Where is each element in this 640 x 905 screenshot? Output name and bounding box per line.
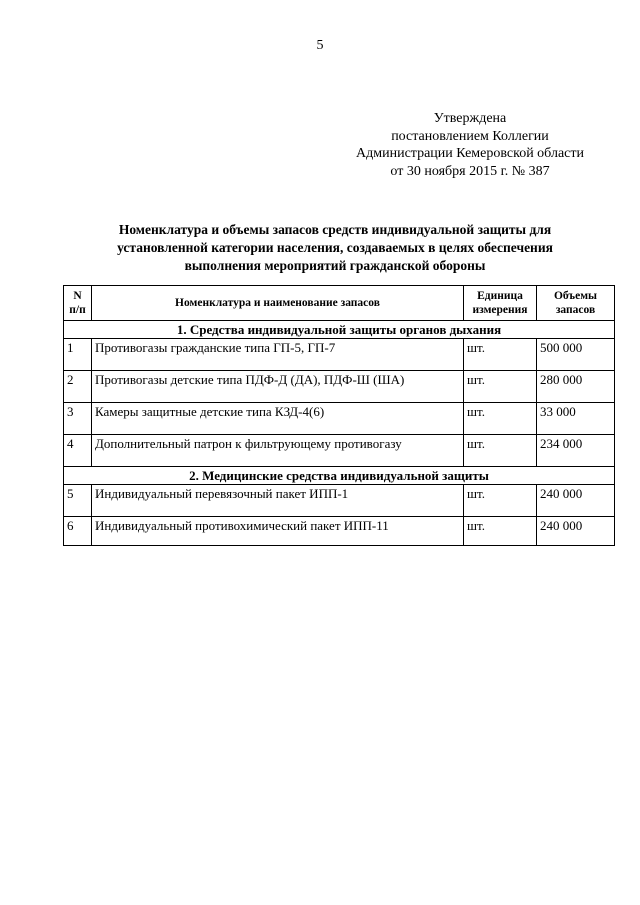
title-line: установленной категории населения, создаваемых в целях обеспечения xyxy=(117,240,553,255)
row-name: Индивидуальный противохимический пакет ИПП-11 xyxy=(95,518,389,533)
row-volume: 234 000 xyxy=(540,436,583,451)
row-volume: 240 000 xyxy=(540,486,583,501)
approval-stamp xyxy=(340,110,600,180)
row-volume: 500 000 xyxy=(540,340,583,355)
row-num: 1 xyxy=(67,340,74,355)
reserves-table xyxy=(63,285,615,546)
section-title: 1. Средства индивидуальной защиты органов дыхания xyxy=(64,321,615,339)
header-volume: Объемы запасов xyxy=(537,286,615,321)
section-title: 2. Медицинские средства индивидуальной защиты xyxy=(64,467,615,485)
table-row xyxy=(64,339,615,371)
section-row xyxy=(64,467,615,485)
table-row xyxy=(64,517,615,546)
table-row xyxy=(64,371,615,403)
table-header-row xyxy=(64,286,615,321)
row-num: 2 xyxy=(67,372,74,387)
row-name: Противогазы гражданские типа ГП-5, ГП-7 xyxy=(95,340,336,355)
page-number: 5 xyxy=(316,38,324,53)
row-unit: шт. xyxy=(467,436,485,451)
row-unit: шт. xyxy=(467,372,485,387)
approval-line: Администрации Кемеровской области xyxy=(356,146,584,161)
row-unit: шт. xyxy=(467,518,485,533)
row-volume: 33 000 xyxy=(540,404,576,419)
section-row xyxy=(64,321,615,339)
title-line: выполнения мероприятий гражданской обороны xyxy=(184,258,486,273)
document-title xyxy=(70,221,600,275)
row-name: Дополнительный патрон к фильтрующему противогазу xyxy=(95,436,402,451)
approval-line: постановлением Коллегии xyxy=(391,128,549,144)
row-name: Индивидуальный перевязочный пакет ИПП-1 xyxy=(95,486,349,501)
row-unit: шт. xyxy=(467,340,485,355)
row-num: 5 xyxy=(67,486,74,501)
row-volume: 280 000 xyxy=(540,372,583,387)
approval-line: от 30 ноября 2015 г. № 387 xyxy=(390,163,550,179)
header-num: N п/п xyxy=(64,286,92,321)
row-num: 6 xyxy=(67,518,74,533)
table-row xyxy=(64,403,615,435)
row-name: Камеры защитные детские типа КЗД-4(6) xyxy=(95,404,325,419)
row-unit: шт. xyxy=(467,486,485,501)
approval-line: Утверждена xyxy=(433,111,507,126)
header-name: Номенклатура и наименование запасов xyxy=(92,286,464,321)
table-row xyxy=(64,485,615,517)
row-num: 3 xyxy=(67,404,74,419)
row-unit: шт. xyxy=(467,404,485,419)
row-name: Противогазы детские типа ПДФ-Д (ДА), ПДФ-Ш (ША) xyxy=(95,372,405,387)
row-volume: 240 000 xyxy=(540,518,583,533)
header-unit: Единица измерения xyxy=(464,286,537,321)
title-line: Номенклатура и объемы запасов средств индивидуальной защиты для xyxy=(118,222,552,237)
row-num: 4 xyxy=(67,436,74,451)
table-row xyxy=(64,435,615,467)
